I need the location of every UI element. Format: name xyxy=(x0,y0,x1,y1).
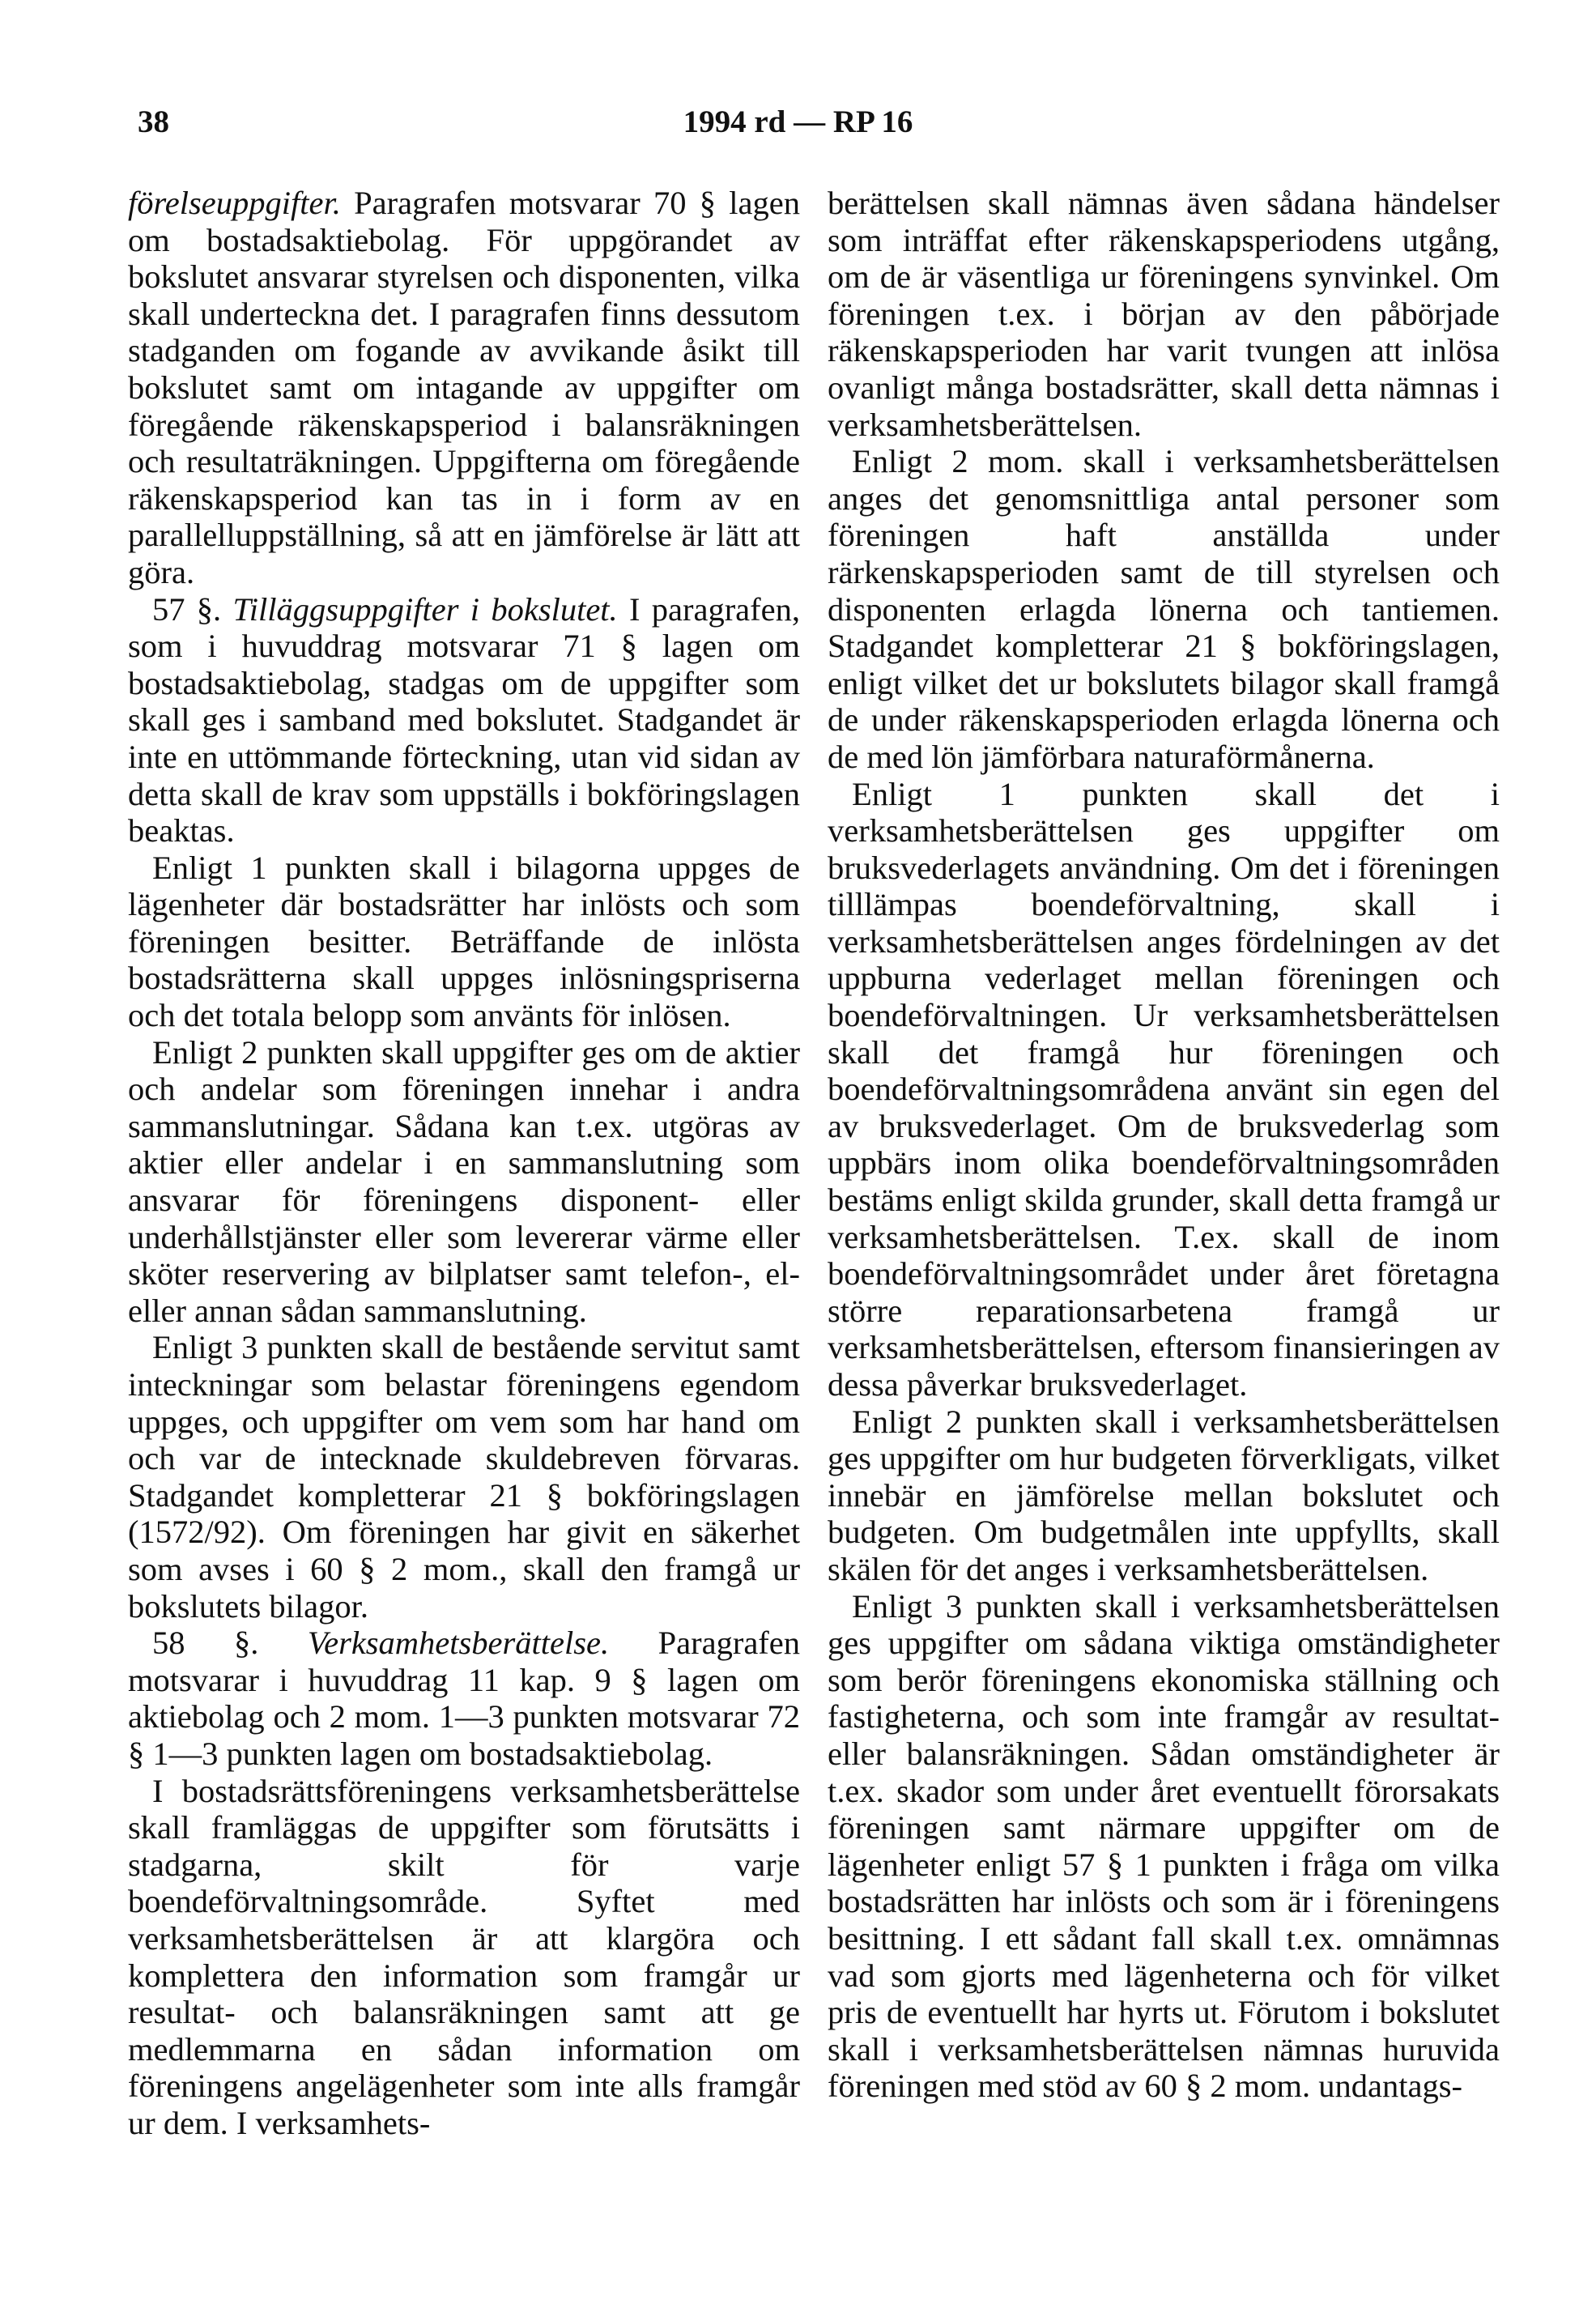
section-title: Verksamhetsberättelse. xyxy=(258,1625,610,1662)
paragraph-text: Paragrafen motsvarar 70 § lagen om bostadsaktiebolag. För uppgörandet av bokslutet ansvarar styrelsen och disponenten, vilka skall underteckna det. I paragrafen finns dessutom stadganden om fogande av avvikande åsikt till bokslutet samt om intagande av uppgifter om föregående räkenskapsperiod i balansräkningen och resultaträkningen. Uppgifterna om föregående räkenskapsperiod kan tas in i form av en parallelluppställning, så att en jämförelse är lätt att göra. xyxy=(128,185,800,590)
paragraph: Enligt 3 punkten skall i verksamhetsberättelsen ges uppgifter om sådana viktiga omständigheter som berör föreningens ekonomiska ställning och fastigheterna, och som inte framgår av resultat- eller balansräkningen. Sådan omständigheter är t.ex. skador som under året eventuellt förorsakats föreningen samt närmare uppgifter om de lägenheter enligt 57 § 1 punkten i fråga om vilka bostadsrätten har inlösts och som är i föreningens besittning. I ett sådant fall skall t.ex. omnämnas vad som gjorts med lägenheterna och för vilket pris de eventuellt har hyrts ut. Förutom i bokslutet skall i verksamhetsberättelsen nämnas huruvida föreningen med stöd av 60 § 2 mom. undantags- xyxy=(828,1587,1500,2105)
paragraph: Enligt 2 punkten skall i verksamhetsberättelsen ges uppgifter om hur budgeten förverkligats, vilket innebär en jämförelse mellan bokslutet och budgeten. Om budgetmålen inte uppfyllts, skall skälen för det anges i verksamhetsberättelsen. xyxy=(828,1403,1500,1587)
right-column xyxy=(828,185,1500,2105)
paragraph: Enligt 2 mom. skall i verksamhetsberättelsen anges det genomsnittliga antal personer som föreningen haft anställda under rärkenskapsperioden samt de till styrelsen och disponenten erlagda lönerna och tantiemen. Stadgandet kompletterar 21 § bokföringslagen, enligt vilket det ur bokslutets bilagor skall framgå de under räkenskapsperioden erlagda lönerna och de med lön jämförbara naturaförmånerna. xyxy=(828,443,1500,775)
page-number: 38 xyxy=(138,104,169,139)
paragraph-text: Paragrafen motsvarar i huvuddrag 11 kap. 9 § lagen om aktiebolag och 2 mom. 1—3 punkten motsvarar 72 § 1—3 punkten lagen om bostadsaktiebolag. xyxy=(128,1625,801,1772)
section-title: Tilläggsuppgifter i bokslutet. xyxy=(221,590,618,628)
paragraph xyxy=(128,185,800,591)
section-number: 57 §. xyxy=(152,590,222,628)
paragraph: Enligt 1 punkten skall i bilagorna uppges de lägenheter där bostadsrätter har inlösts och som föreningen besitter. Beträffande de inlösta bostadsrätterna skall uppges inlösningspriserna och det totala belopp som använts för inlösen. xyxy=(128,849,800,1034)
paragraph: Enligt 3 punkten skall de bestående servitut samt inteckningar som belastar föreningens egendom uppges, och uppgifter om vem som har hand om och var de intecknade skuldebreven förvaras. Stadgandet kompletterar 21 § bokföringslagen (1572/92). Om föreningen har givit en säkerhet som avses i 60 § 2 mom., skall den framgå ur bokslutets bilagor. xyxy=(128,1329,800,1625)
paragraph: Enligt 2 punkten skall uppgifter ges om de aktier och andelar som föreningen innehar i andra sammanslutningar. Sådana kan t.ex. utgöras av aktier eller andelar i en sammanslutning som ansvarar för föreningens disponent- eller underhållstjänster eller som levererar värme eller sköter reservering av bilplatser samt telefon-, el- eller annan sådan sammanslutning. xyxy=(128,1033,800,1329)
section-number: 58 §. xyxy=(152,1625,259,1662)
left-column xyxy=(128,185,800,2141)
paragraph: berättelsen skall nämnas även sådana händelser som inträffat efter räkenskapsperiodens utgång, om de är väsentliga ur föreningens synvinkel. Om föreningen t.ex. i början av den påbörjade räkenskapsperioden har varit tvungen att inlösa ovanligt många bostadsrätter, skall detta nämnas i verksamhetsberättelsen. xyxy=(828,185,1500,443)
paragraph xyxy=(128,591,800,850)
paragraph: I bostadsrättsföreningens verksamhetsberättelse skall framläggas de uppgifter som förutsätts i stadgarna, skilt för varje boendeförvaltningsområde. Syftet med verksamhetsberättelsen är att klargöra och komplettera den information som framgår ur resultat- och balansräkningen samt att ge medlemmarna en sådan information om föreningens angelägenheter som inte alls framgår ur dem. I verksamhets- xyxy=(128,1772,800,2141)
paragraph-text: I paragrafen, som i huvuddrag motsvarar 71 § lagen om bostadsaktiebolag, stadgas om de uppgifter som skall ges i samband med bokslutet. Stadgandet är inte en uttömmande förteckning, utan vid sidan av detta skall de krav som uppställs i bokföringslagen beaktas. xyxy=(128,590,800,850)
running-title: 1994 rd — RP 16 xyxy=(683,104,913,139)
page-header xyxy=(0,104,1596,152)
section-title: förelseuppgifter. xyxy=(128,185,341,221)
paragraph xyxy=(128,1625,800,1772)
paragraph: Enligt 1 punkten skall det i verksamhetsberättelsen ges uppgifter om bruksvederlagets användning. Om det i föreningen tilllämpas boendeförvaltning, skall i verksamhetsberättelsen anges fördelningen av det uppburna vederlaget mellan föreningen och boendeförvaltningen. Ur verksamhetsberättelsen skall det framgå hur föreningen och boendeförvaltningsområdena använt sin egen del av bruksvederlaget. Om de bruksvederlag som uppbärs inom olika boendeförvaltningsområden bestäms enligt skilda grunder, skall detta framgå ur verksamhetsberättelsen. T.ex. skall de inom boendeförvaltningsområdet under året företagna större reparationsarbetena framgå ur verksamhetsberättelsen, eftersom finansieringen av dessa påverkar bruksvederlaget. xyxy=(828,775,1500,1403)
